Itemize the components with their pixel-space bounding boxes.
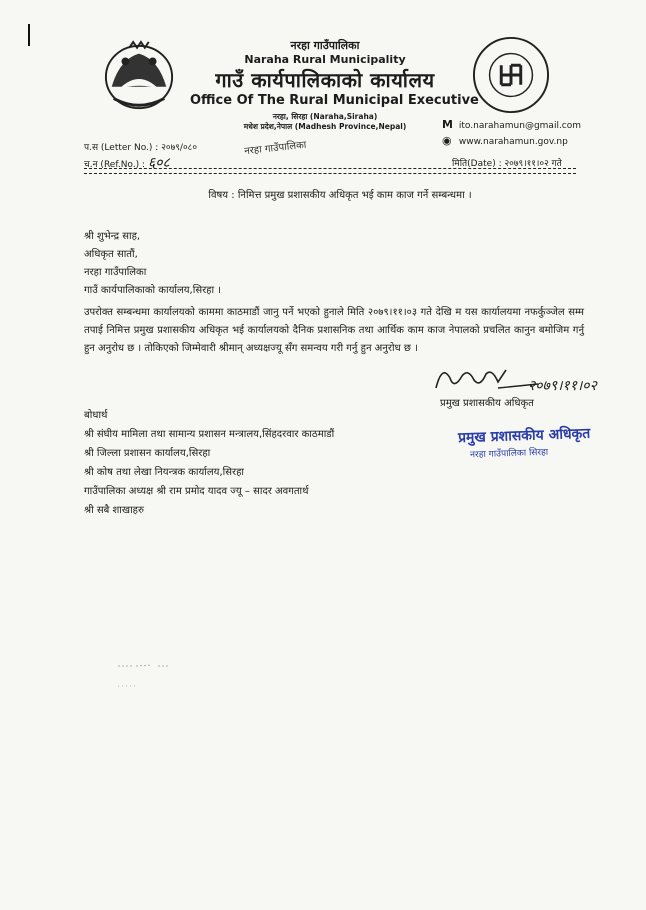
municipality-name-np: नरहा गाउँपालिका bbox=[290, 39, 360, 52]
subject-line: विषय : निमित्त प्रमुख प्रशासकीय अधिकृत भई काम काज गर्ने सम्बन्धमा । bbox=[208, 190, 472, 201]
addressee-line-4: गाउँ कार्यपालिकाको कार्यालय,सिरहा । bbox=[84, 285, 222, 296]
ref-no-value: ६०८ bbox=[147, 156, 170, 171]
letter-no-label: प.स (Letter No.) : bbox=[84, 143, 159, 153]
cc-block bbox=[84, 406, 334, 520]
ref-no-label: च.न (Ref.No.) : bbox=[84, 160, 146, 170]
address-line-1: नरहा, सिरहा (Naraha,Siraha) bbox=[272, 112, 378, 121]
office-name-np: गाउँ कार्यपालिकाको कार्यालय bbox=[215, 68, 435, 92]
small-stamp: नरहा गाउँपालिका bbox=[243, 139, 307, 158]
letter-number bbox=[84, 140, 197, 153]
addressee-line-3: नरहा गाउँपालिका bbox=[84, 267, 147, 278]
addressee-line-2: अधिकृत सातौं, bbox=[84, 249, 138, 260]
date-label: मिति(Date) : bbox=[452, 159, 502, 169]
website-contact bbox=[442, 134, 568, 147]
letter-no-value: २०७९/०८० bbox=[161, 143, 197, 153]
addressee-block bbox=[84, 228, 221, 300]
email-contact bbox=[442, 118, 581, 131]
cc-heading: बोधार्थ bbox=[84, 410, 108, 421]
header-divider-2 bbox=[84, 173, 576, 174]
nepal-emblem-icon bbox=[100, 40, 178, 114]
municipality-logo-icon bbox=[472, 36, 550, 114]
cc-item: श्री जिल्ला प्रशासन कार्यालय,सिरहा bbox=[84, 448, 211, 459]
officer-stamp: प्रमुख प्रशासकीय अधिकृत bbox=[457, 425, 591, 447]
scan-specks bbox=[118, 660, 178, 690]
mail-icon: M bbox=[442, 118, 453, 131]
cc-item: गाउँपालिका अध्यक्ष श्री राम प्रमोद यादव ज्यू – सादर अवगतार्थ bbox=[84, 486, 309, 497]
officer-stamp-place: नरहा गाउँपालिका सिरहा bbox=[469, 447, 549, 461]
addressee-line-1: श्री शुभेन्द्र साह, bbox=[84, 231, 141, 242]
office-name-en: Office Of The Rural Municipal Executive bbox=[190, 93, 479, 108]
cc-item: श्री सबै शाखाहरु bbox=[84, 505, 144, 516]
cc-item: श्री संघीय मामिला तथा सामान्य प्रशासन मन्त्रालय,सिंहदरवार काठमाडौं bbox=[84, 429, 335, 440]
municipality-name-en: Naraha Rural Municipality bbox=[244, 53, 406, 66]
reference-number bbox=[84, 153, 170, 172]
website-text[interactable]: www.narahamun.gov.np bbox=[458, 137, 568, 147]
body-paragraph: उपरोक्त सम्बन्धमा कार्यालयको काममा काठमाडौं जानु पर्ने भएको हुनाले मिति २०७९।११।०३ गते देखि म यस कार्यालयमा नफर्कुञ्जेल सम्म तपाई निमित्त प्रमुख प्रशासकीय अधिकृत भई कार्यालयको दैनिक प्रशासनिक तथा आर्थिक काम काज नेपालको प्रचलित कानुन बमोजिम गर्नु हुन अनुरोध छ । तोकिएको जिम्मेवारी श्रीमान् अध्यक्षज्यू सँग समन्वय गरी गर्नु हुन अनुरोध छ । bbox=[84, 307, 584, 354]
globe-icon: ◉ bbox=[442, 134, 452, 147]
email-text[interactable]: ito.narahamun@gmail.com bbox=[458, 121, 582, 131]
header-divider bbox=[84, 168, 576, 169]
date-value: २०७९।११।०२ गते bbox=[504, 159, 562, 169]
handwritten-date: २०७९।११।०२ bbox=[528, 379, 597, 394]
address-line-2: मधेश प्रदेश,नेपाल (Madhesh Province,Nepal) bbox=[243, 122, 407, 131]
signatory-title: प्रमुख प्रशासकीय अधिकृत bbox=[440, 398, 534, 409]
cc-item: श्री कोष तथा लेखा नियन्त्रक कार्यालय,सिरहा bbox=[84, 467, 244, 478]
margin-mark bbox=[28, 24, 30, 46]
